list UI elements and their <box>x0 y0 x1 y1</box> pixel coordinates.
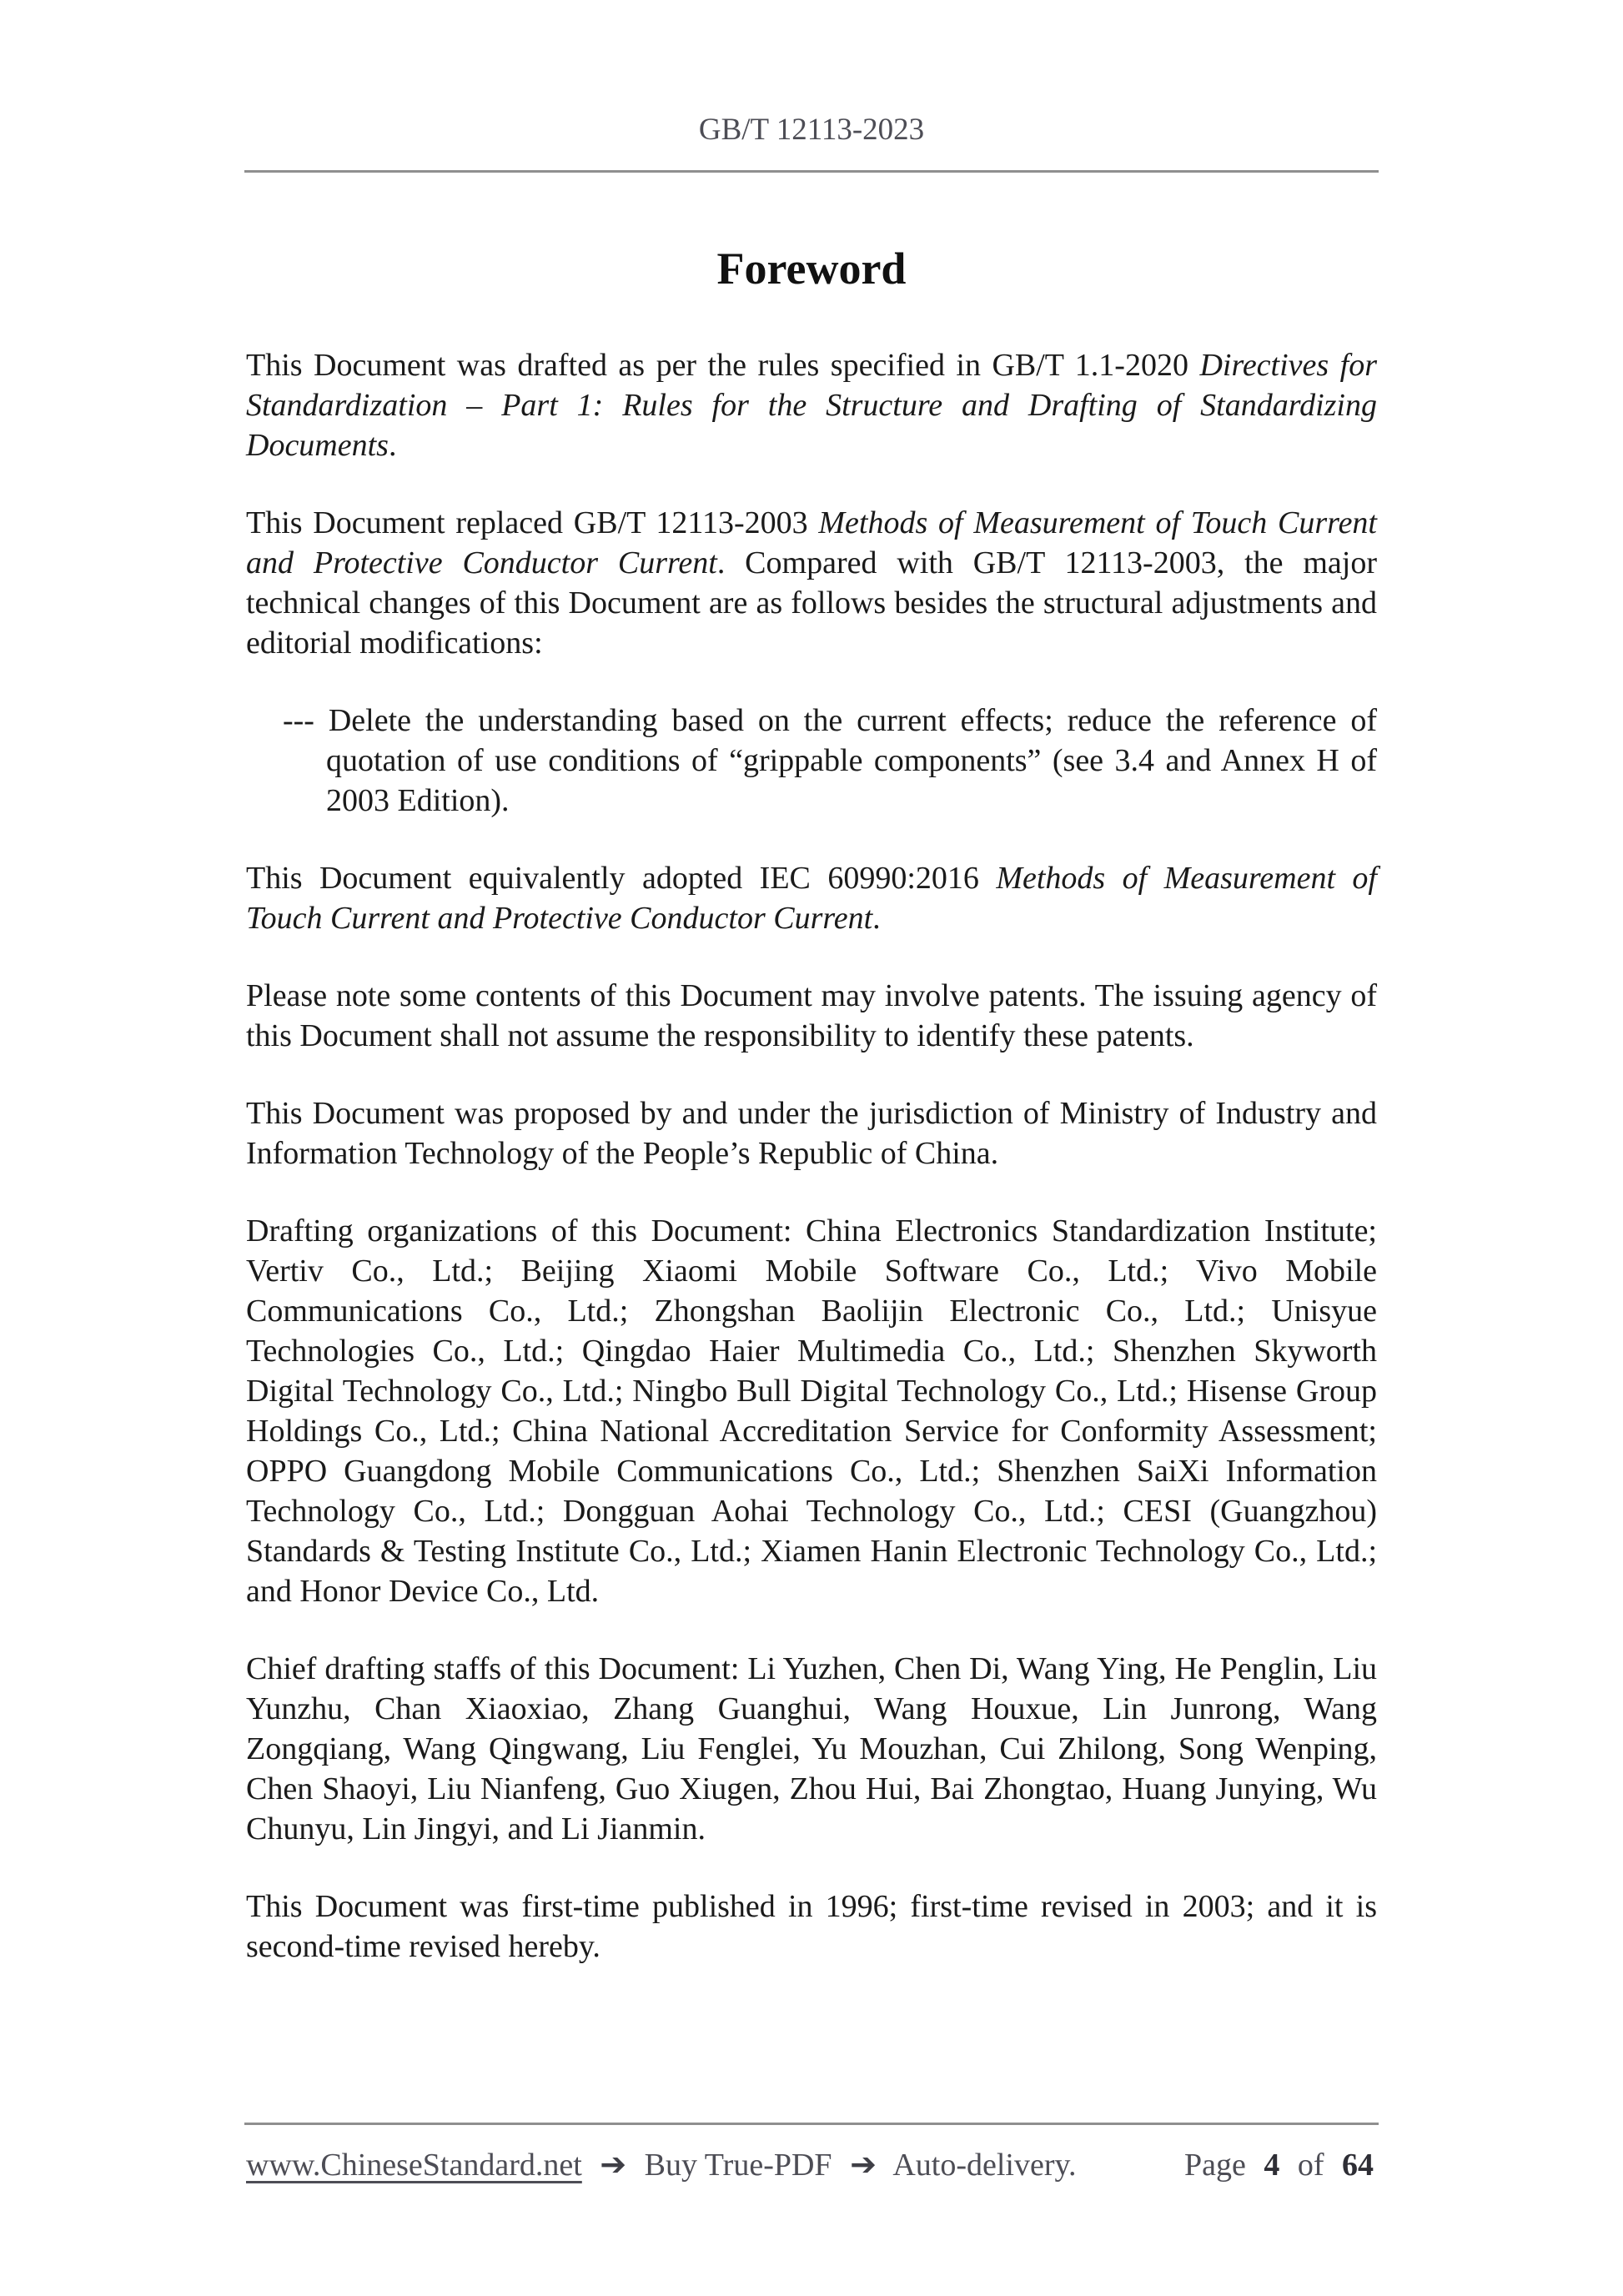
italic-text-segment: Directives for Standardization – Part 1: Rules for the Structure and Drafting of Standardizing Documents <box>246 348 1378 463</box>
paragraph <box>246 1649 1377 1849</box>
arrow-right-icon: ➔ <box>600 2148 627 2183</box>
italic-text-segment: Methods of Measurement of Touch Current and Protective Conductor Current <box>246 505 1377 580</box>
paragraph <box>246 1211 1377 1611</box>
page-title: Foreword <box>716 244 907 294</box>
footer-divider <box>244 2123 1379 2125</box>
paragraph <box>246 976 1377 1056</box>
text-segment: This Document was proposed by and under the jurisdiction of Ministry of Industry and Information Technology of the People’s Republic of China. <box>246 1096 1377 1171</box>
italic-text-segment: Methods of Measurement of Touch Current and Protective Conductor Current <box>246 861 1377 936</box>
paragraph <box>246 1093 1377 1173</box>
page-word: Page <box>1183 2148 1246 2183</box>
footer-left <box>246 2145 1077 2185</box>
text-segment: Please note some contents of this Document may involve patents. The issuing agency of this Document shall not assume the responsibility to identify these patents. <box>246 978 1377 1053</box>
text-segment: Chief drafting staffs of this Document: Li Yuzhen, Chen Di, Wang Ying, He Penglin, Liu Yunzhu, Chan Xiaoxiao, Zhang Guanghui, Wang Houxue, Lin Junrong, Wang Zongqiang, Wang Qingwang, Liu Fenglei, Yu Mouzhan, Cui Zhilong, Song Wenping, Chen Shaoyi, Liu Nianfeng, Guo Xiugen, Zhou Hui, Bai Zhongtao, Huang Junying, Wu Chunyu, Lin Jingyi, and Li Jianmin. <box>246 1651 1377 1846</box>
header-divider <box>244 170 1379 173</box>
footer <box>246 2145 1379 2185</box>
bullet-item <box>246 701 1377 821</box>
footer-delivery-label: Auto-delivery. <box>892 2148 1077 2183</box>
text-segment: This Document equivalently adopted IEC 60990:2016 <box>246 861 997 896</box>
text-segment: . <box>388 428 397 463</box>
text-segment: Drafting organizations of this Document: China Electronics Standardization Institute; Vertiv Co., Ltd.; Beijing Xiaomi Mobile Software Co., Ltd.; Vivo Mobile Communications Co., Ltd.; Zhongshan Baolijin Electronic Co., Ltd.; Unisyue Technologies Co., Ltd.; Qingdao Haier Multimedia Co., Ltd.; Shenzhen Skyworth Digital Technology Co., Ltd.; Ningbo Bull Digital Technology Co., Ltd.; Hisense Group Holdings Co., Ltd.; China National Accreditation Service for Conformity Assessment; OPPO Guangdong Mobile Communications Co., Ltd.; Shenzhen SaiXi Information Technology Co., Ltd.; Dongguan Aohai Technology Co., Ltd.; CESI (Guangzhou) Standards & Testing Institute Co., Ltd.; Xiamen Hanin Electronic Technology Co., Ltd.; and Honor Device Co., Ltd. <box>246 1213 1377 1609</box>
text-segment: . <box>872 901 881 936</box>
paragraph <box>246 858 1377 938</box>
header-doc-number: GB/T 12113-2023 <box>698 113 925 147</box>
text-segment: This Document was first-time published in 1996; first-time revised in 2003; and it is second-time revised hereby. <box>246 1889 1377 1964</box>
paragraph <box>246 345 1377 465</box>
paragraph <box>246 1887 1377 1967</box>
arrow-right-icon: ➔ <box>850 2148 877 2183</box>
paragraph <box>246 503 1377 663</box>
footer-buy-label: Buy True-PDF <box>644 2148 832 2183</box>
page-of-word: of <box>1297 2148 1324 2183</box>
document-body <box>246 240 1377 2004</box>
page-current-number: 4 <box>1264 2148 1280 2183</box>
website-link[interactable]: www.ChineseStandard.net <box>246 2148 582 2183</box>
text-segment: . Compared with GB/T 12113-2003, the major technical changes of this Document are as follows besides the structural adjustments and editorial modifications: <box>246 545 1377 661</box>
text-segment: --- Delete the understanding based on the current effects; reduce the reference of quotation of use conditions of “grippable components” (see 3.4 and Annex H of 2003 Edition). <box>283 703 1377 818</box>
paragraphs <box>246 345 1377 1967</box>
text-segment: This Document replaced GB/T 12113-2003 <box>246 505 819 540</box>
page-indicator <box>1179 2145 1379 2185</box>
page-total-number: 64 <box>1342 2148 1374 2183</box>
text-segment: This Document was drafted as per the rules specified in GB/T 1.1-2020 <box>246 348 1200 383</box>
